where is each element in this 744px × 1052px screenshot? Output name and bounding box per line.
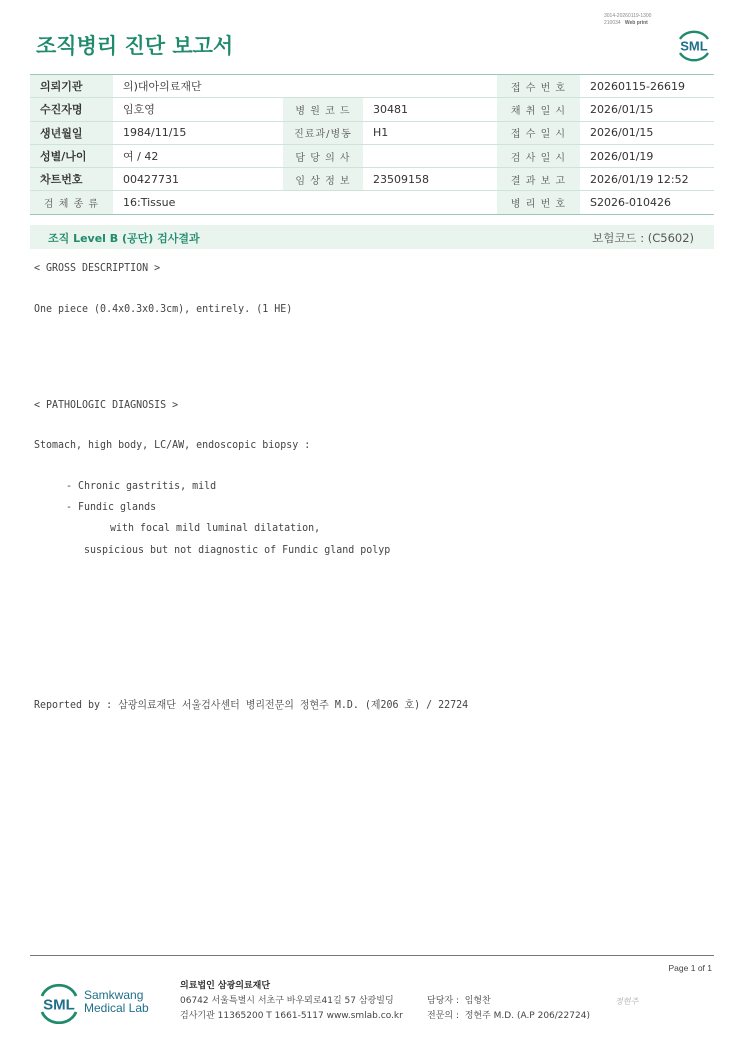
report-title: 조직병리 진단 보고서: [36, 34, 234, 58]
dept-label: 진료과/병동: [283, 121, 363, 144]
report-date-value: 2026/01/19 12:52: [580, 168, 714, 191]
clinical-value: 23509158: [363, 168, 497, 191]
hospital-code-value: 30481: [363, 98, 497, 121]
specimen-label: 검 체 종 류: [30, 191, 113, 214]
gross-text: One piece (0.4x0.3x0.3cm), entirely. (1 HE): [34, 303, 293, 315]
test-date-value: 2026/01/19: [580, 144, 714, 167]
institution-label: 의뢰기관: [30, 75, 113, 98]
org-name: 의료법인 삼광의료재단: [180, 981, 271, 991]
signature: 정현주: [615, 997, 639, 1006]
insurance-code: 보험코드 : (C5602): [592, 231, 694, 245]
patient-value: 임호영: [113, 98, 283, 121]
table-row: [30, 98, 714, 121]
pathology-no-value: S2026-010426: [580, 191, 714, 214]
table-row: [30, 144, 714, 167]
diagnosis-item-2-detail: with focal mild luminal dilatation,: [110, 522, 321, 534]
brand-name: [84, 989, 149, 1015]
print-code-line1: 3014-20260119-1300: [604, 13, 652, 19]
sex-age-label: 성별/나이: [30, 144, 113, 167]
org-contact: 검사기관 11365200 T 1661-5117 www.smlab.co.kr: [180, 1011, 403, 1021]
brand-line2: Medical Lab: [84, 1001, 149, 1015]
print-code-line2: [604, 20, 651, 27]
receipt-no-label: 접 수 번 호: [497, 75, 580, 98]
diagnosis-item-1: - Chronic gastritis, mild: [66, 480, 217, 492]
footer-divider: [30, 955, 714, 956]
chart-value: 00427731: [113, 168, 283, 191]
org-address: 06742 서울특별시 서초구 바우뫼로41길 57 삼광빌딩: [180, 996, 394, 1006]
institution-value: 의)대아의료재단: [113, 75, 497, 98]
footer-org-info: [180, 979, 403, 1024]
birth-label: 생년월일: [30, 121, 113, 144]
patient-info-table: [30, 74, 714, 215]
print-code-id: 210034: [604, 20, 621, 26]
collect-date-label: 채 취 일 시: [497, 98, 580, 121]
staff-label: 담당자 :: [427, 996, 459, 1006]
diagnosis-heading: < PATHOLOGIC DIAGNOSIS >: [34, 399, 179, 411]
receipt-date-value: 2026/01/15: [580, 121, 714, 144]
specialist-label: 전문의 :: [427, 1011, 459, 1021]
brand-line1: Samkwang: [84, 988, 144, 1002]
staff-value: 임형찬: [464, 996, 491, 1006]
reported-by: Reported by : 삼광의료재단 서울검사센터 병리전문의 정현주 M.D. (제206 호) / 22724: [34, 699, 469, 711]
table-row: [30, 168, 714, 191]
receipt-no-value: 20260115-26619: [580, 75, 714, 98]
section-title: 조직 Level B (공단) 검사결과: [48, 232, 200, 245]
sex-age-value: 여 / 42: [113, 144, 283, 167]
hospital-code-label: 병 원 코 드: [283, 98, 363, 121]
doctor-value: [363, 144, 497, 167]
dept-value: H1: [363, 121, 497, 144]
collect-date-value: 2026/01/15: [580, 98, 714, 121]
diagnosis-item-2-note: suspicious but not diagnostic of Fundic gland polyp: [84, 544, 391, 556]
pathology-no-label: 병 리 번 호: [497, 191, 580, 214]
table-row: [30, 191, 714, 214]
specialist-value: 정현주 M.D. (A.P 206/22724): [464, 1011, 590, 1021]
birth-value: 1984/11/15: [113, 121, 283, 144]
sml-logo-text: SML: [43, 996, 75, 1014]
sml-logo-text: SML: [680, 38, 708, 54]
table-row: [30, 75, 714, 98]
sml-logo-icon: [36, 980, 82, 1024]
chart-label: 차트번호: [30, 168, 113, 191]
patient-label: 수진자명: [30, 98, 113, 121]
clinical-label: 임 상 정 보: [283, 168, 363, 191]
diagnosis-site: Stomach, high body, LC/AW, endoscopic biopsy :: [34, 439, 311, 451]
page-number: Page 1 of 1: [668, 963, 712, 973]
test-date-label: 검 사 일 시: [497, 144, 580, 167]
diagnosis-item-2: - Fundic glands: [66, 501, 157, 513]
gross-heading: < GROSS DESCRIPTION >: [34, 262, 161, 274]
sml-logo-icon: [674, 26, 714, 62]
specimen-value: 16:Tissue: [113, 191, 497, 214]
print-code: [604, 13, 651, 27]
result-section-bar: [30, 225, 714, 249]
receipt-date-label: 접 수 일 시: [497, 121, 580, 144]
web-print-label: Web print: [624, 20, 648, 26]
footer-staff: [427, 979, 590, 1024]
table-row: [30, 121, 714, 144]
report-date-label: 결 과 보 고: [497, 168, 580, 191]
doctor-label: 담 당 의 사: [283, 144, 363, 167]
